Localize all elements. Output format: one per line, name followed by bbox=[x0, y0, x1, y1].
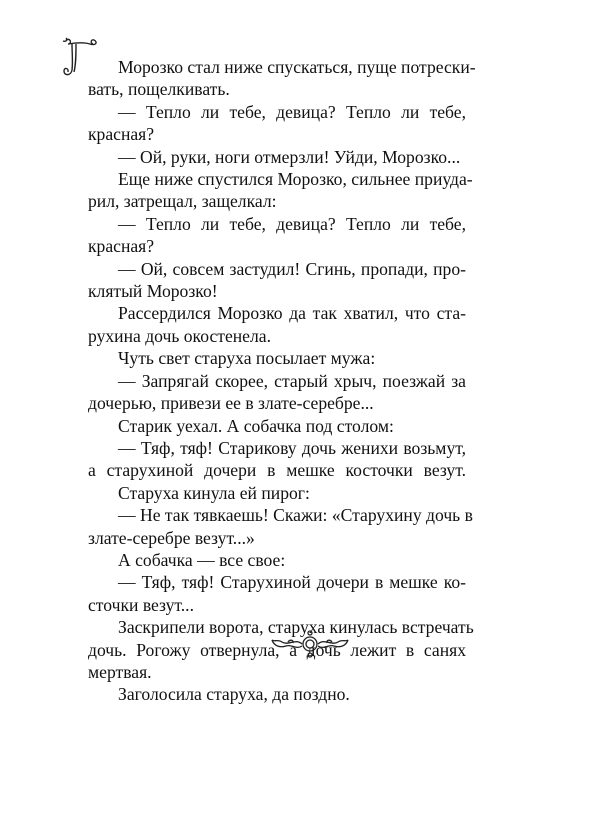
text-line: — Тепло ли тебе, девица? Тепло ли тебе, bbox=[118, 213, 466, 234]
text-line: — Тяф, тяф! Старикову дочь женихи возьмут, bbox=[118, 437, 466, 458]
text-line: дочь. Рогожу отвернула, а дочь лежит в санях bbox=[88, 639, 466, 660]
text-line: рухина дочь окостенела. bbox=[88, 325, 271, 346]
text-line: красная? bbox=[88, 236, 155, 257]
ornamental-vignette-icon bbox=[268, 628, 352, 660]
text-line: красная? bbox=[88, 124, 155, 145]
text-line: а старухиной дочери в мешке косточки везут. bbox=[88, 460, 466, 481]
text-line: клятый Морозко! bbox=[88, 281, 218, 302]
text-line: — Ой, руки, ноги отмерзли! Уйди, Морозко... bbox=[118, 146, 461, 167]
text-line: злате-серебре везут...» bbox=[88, 527, 255, 548]
text-line: Заголосила старуха, да поздно. bbox=[118, 684, 350, 705]
text-line: — Тяф, тяф! Старухиной дочери в мешке ко- bbox=[118, 572, 466, 593]
text-line: Еще ниже спустился Морозко, сильнее приуда- bbox=[118, 169, 473, 190]
text-line: дочерью, привези ее в злате-серебре... bbox=[88, 393, 374, 414]
text-line: — Не так тявкаешь! Скажи: «Старухину дочь в bbox=[118, 505, 473, 526]
text-line: — Ой, совсем застудил! Сгинь, пропади, про- bbox=[118, 258, 466, 279]
text-line: вать, пощелкивать. bbox=[88, 79, 230, 100]
text-line: Морозко стал ниже спускаться, пуще потрески- bbox=[118, 57, 476, 77]
text-line: Рассердился Морозко да так хватил, что ста- bbox=[118, 303, 466, 324]
text-line: рил, затрещал, защелкал: bbox=[88, 191, 277, 212]
text-line: Старуха кинула ей пирог: bbox=[118, 482, 310, 503]
text-line: Чуть свет старуха посылает мужа: bbox=[118, 348, 376, 369]
text-line: А собачка — все свое: bbox=[118, 549, 286, 570]
text-line: — Тепло ли тебе, девица? Тепло ли тебе, bbox=[118, 101, 466, 122]
text-line: Заскрипели ворота, старуха кинулась встречать bbox=[118, 617, 474, 638]
text-line: — Запрягай скорее, старый хрыч, поезжай за bbox=[118, 370, 466, 391]
text-line: мертвая. bbox=[88, 661, 152, 682]
text-line: сточки везут... bbox=[88, 594, 194, 615]
text-line: Старик уехал. А собачка под столом: bbox=[118, 415, 394, 436]
story-text bbox=[88, 56, 476, 706]
